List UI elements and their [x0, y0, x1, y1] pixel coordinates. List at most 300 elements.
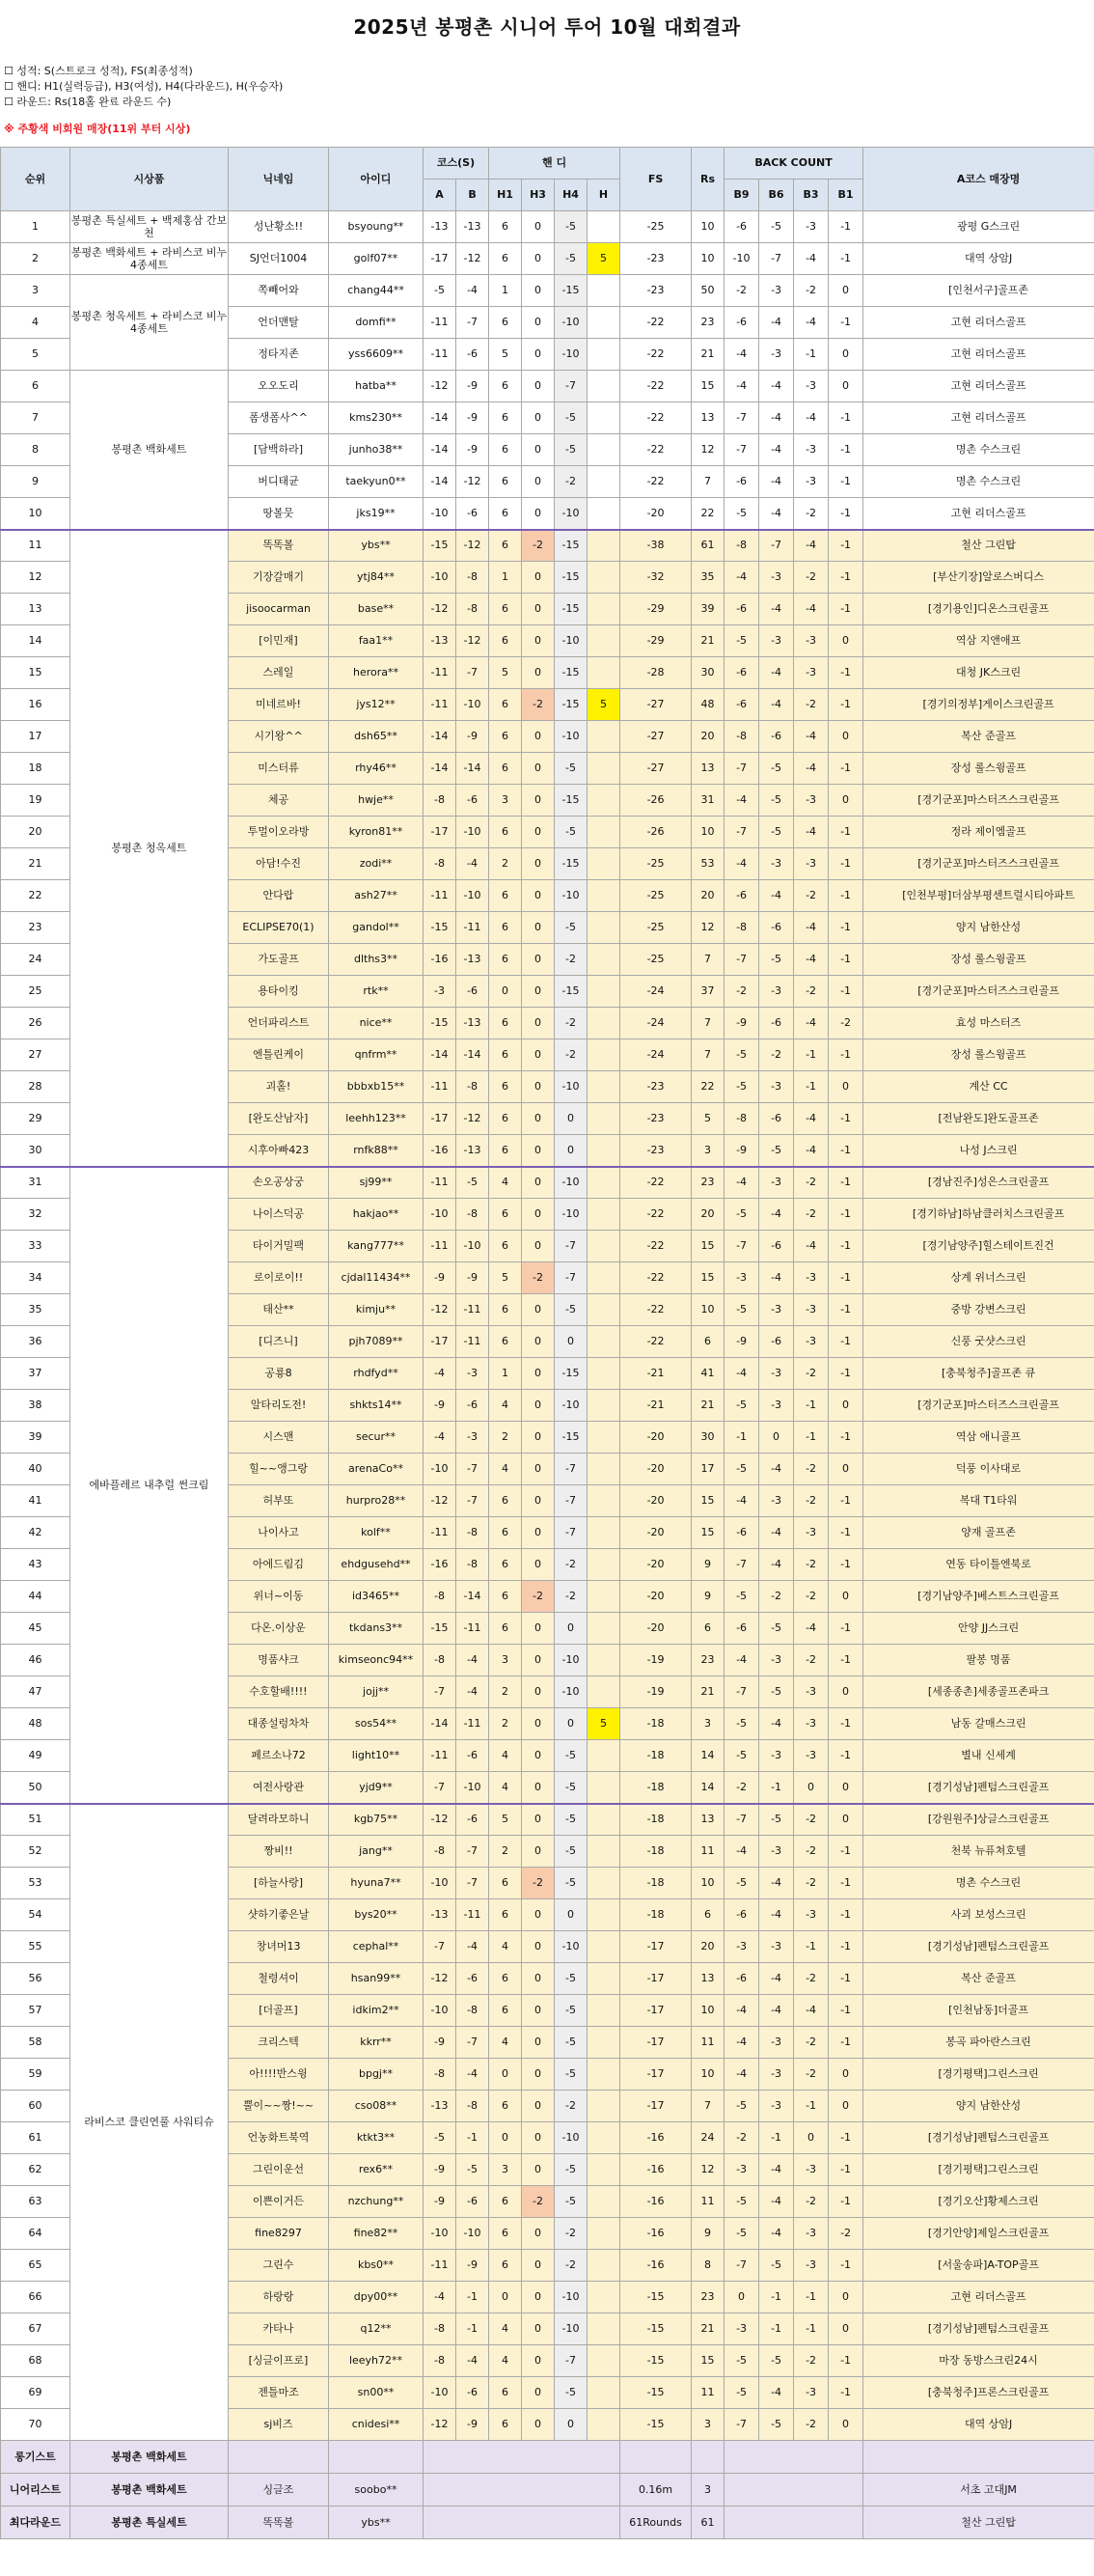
h3-cell: 0 [522, 371, 555, 402]
b6-cell: -5 [759, 785, 794, 817]
rs-cell: 20 [692, 880, 725, 912]
h3-cell: 0 [522, 1135, 555, 1167]
h4-cell: -7 [555, 2345, 588, 2377]
id-cell: hakjao** [329, 1199, 424, 1231]
rank-cell: 4 [1, 307, 70, 339]
h4-cell: -5 [555, 2377, 588, 2409]
store-cell: [경기남양주]힐스테이트진건 [863, 1231, 1094, 1262]
course-b-cell: -11 [456, 1613, 489, 1645]
h1-cell: 6 [489, 689, 522, 721]
b1-cell: 0 [829, 1454, 863, 1485]
store-cell: [경기군포]마스터즈스크린골프 [863, 976, 1094, 1008]
fs-cell: -18 [620, 1772, 692, 1804]
id-cell: bpgj** [329, 2059, 424, 2091]
b1-cell: -1 [829, 689, 863, 721]
h3-cell: 0 [522, 1485, 555, 1517]
h1-cell: 6 [489, 1995, 522, 2027]
h-cell [588, 753, 620, 785]
rank-cell: 8 [1, 434, 70, 466]
h4-cell: -10 [555, 721, 588, 753]
h3-cell: 0 [522, 976, 555, 1008]
b3-cell: -3 [794, 2154, 829, 2186]
b3-cell: -3 [794, 211, 829, 243]
id-cell: rhdfyd** [329, 1358, 424, 1390]
h1-cell: 6 [489, 530, 522, 562]
course-a-cell: -11 [424, 1167, 456, 1199]
b9-cell: -7 [725, 753, 759, 785]
b3-cell: -4 [794, 1995, 829, 2027]
b6-cell: -1 [759, 2313, 794, 2345]
b3-cell: -4 [794, 530, 829, 562]
nickname-cell: 똑똑볼 [229, 530, 329, 562]
h1-cell: 6 [489, 1963, 522, 1995]
nickname-cell: 언더파리스트 [229, 1008, 329, 1039]
course-a-cell: -5 [424, 2122, 456, 2154]
id-cell: nzchung** [329, 2186, 424, 2218]
rank-cell: 12 [1, 562, 70, 594]
b9-cell: -5 [725, 1708, 759, 1740]
b9-cell: -7 [725, 402, 759, 434]
store-cell: [경기용인]디온스크린골프 [863, 594, 1094, 625]
b6-cell: -6 [759, 912, 794, 944]
nickname-cell: 언농화트북역 [229, 2122, 329, 2154]
h3-cell: 0 [522, 753, 555, 785]
rs-cell: 7 [692, 944, 725, 976]
course-b-cell: -7 [456, 1836, 489, 1868]
b1-cell: 0 [829, 1581, 863, 1613]
b9-cell: -6 [725, 594, 759, 625]
id-cell: secur** [329, 1422, 424, 1454]
id-cell: qnfrm** [329, 1039, 424, 1071]
header-backcount: BACK COUNT [725, 148, 863, 180]
id-cell: gandol** [329, 912, 424, 944]
course-a-cell: -8 [424, 2345, 456, 2377]
h3-cell: 0 [522, 2027, 555, 2059]
header-b1: B1 [829, 180, 863, 211]
b3-cell: -2 [794, 1485, 829, 1517]
b6-cell: -3 [759, 339, 794, 371]
b9-cell: -5 [725, 1071, 759, 1103]
special-prize-cell: 봉평촌 특실세트 [70, 2507, 229, 2539]
course-b-cell: -8 [456, 1995, 489, 2027]
h1-cell: 6 [489, 1199, 522, 1231]
rank-cell: 5 [1, 339, 70, 371]
h1-cell: 6 [489, 880, 522, 912]
course-a-cell: -15 [424, 530, 456, 562]
store-cell: 장성 롤스윙골프 [863, 1039, 1094, 1071]
h3-cell: 0 [522, 2345, 555, 2377]
id-cell: kang777** [329, 1231, 424, 1262]
special-prize-cell: 봉평촌 백화세트 [70, 2441, 229, 2474]
fs-cell: -26 [620, 817, 692, 848]
b1-cell: -1 [829, 1931, 863, 1963]
h4-cell: -2 [555, 2250, 588, 2282]
b3-cell: -3 [794, 1294, 829, 1326]
b3-cell: -1 [794, 339, 829, 371]
fs-cell: -18 [620, 1868, 692, 1899]
course-b-cell: -6 [456, 498, 489, 530]
rank-cell: 44 [1, 1581, 70, 1613]
b6-cell: -4 [759, 1708, 794, 1740]
course-a-cell: -14 [424, 1708, 456, 1740]
h-cell [588, 1645, 620, 1676]
course-b-cell: -14 [456, 1039, 489, 1071]
nickname-cell: 힐~~앵그랑 [229, 1454, 329, 1485]
b6-cell: -5 [759, 1804, 794, 1836]
nickname-cell: 폼생폼사^^ [229, 402, 329, 434]
h3-cell: 0 [522, 402, 555, 434]
h4-cell: -7 [555, 1517, 588, 1549]
course-a-cell: -14 [424, 434, 456, 466]
h3-cell: 0 [522, 1231, 555, 1262]
h-cell [588, 625, 620, 657]
header-id: 아이디 [329, 148, 424, 211]
id-cell: jks19** [329, 498, 424, 530]
h4-cell: -5 [555, 211, 588, 243]
h1-cell: 6 [489, 1517, 522, 1549]
fs-cell: -22 [620, 1231, 692, 1262]
b3-cell: -2 [794, 498, 829, 530]
h4-cell: -10 [555, 625, 588, 657]
nickname-cell: 대종설렁차차 [229, 1708, 329, 1740]
b3-cell: -2 [794, 1167, 829, 1199]
h1-cell: 6 [489, 211, 522, 243]
course-b-cell: -10 [456, 880, 489, 912]
h3-cell: 0 [522, 243, 555, 275]
course-b-cell: -6 [456, 1963, 489, 1995]
h3-cell: -2 [522, 2186, 555, 2218]
h3-cell: 0 [522, 1549, 555, 1581]
id-cell: sn00** [329, 2377, 424, 2409]
h3-cell: 0 [522, 211, 555, 243]
h4-cell: -10 [555, 1931, 588, 1963]
rs-cell: 10 [692, 2059, 725, 2091]
fs-cell: -23 [620, 1071, 692, 1103]
h4-cell: 0 [555, 2409, 588, 2441]
course-b-cell: -14 [456, 1581, 489, 1613]
course-b-cell: -6 [456, 1390, 489, 1422]
b3-cell: -4 [794, 594, 829, 625]
legend-handicap: ☐ 핸디: H1(실력등급), H3(여성), H4(다라운드), H(우승자) [4, 80, 284, 93]
rs-cell: 15 [692, 1485, 725, 1517]
h1-cell: 2 [489, 848, 522, 880]
h-cell [588, 211, 620, 243]
id-cell: base** [329, 594, 424, 625]
h4-cell: -5 [555, 434, 588, 466]
h3-cell: 0 [522, 1422, 555, 1454]
b9-cell: -7 [725, 2250, 759, 2282]
rank-cell: 46 [1, 1645, 70, 1676]
header-course: 코스(S) [424, 148, 489, 180]
course-a-cell: -4 [424, 2282, 456, 2313]
course-b-cell: -4 [456, 1645, 489, 1676]
b1-cell: -1 [829, 2250, 863, 2282]
b3-cell: -3 [794, 1262, 829, 1294]
b9-cell: -5 [725, 2186, 759, 2218]
h3-cell: 0 [522, 339, 555, 371]
b1-cell: 0 [829, 2091, 863, 2122]
fs-cell: -29 [620, 625, 692, 657]
rank-cell: 9 [1, 466, 70, 498]
fs-cell: -22 [620, 339, 692, 371]
rs-cell: 23 [692, 307, 725, 339]
rank-cell: 10 [1, 498, 70, 530]
id-cell: dsh65** [329, 721, 424, 753]
id-cell: zodi** [329, 848, 424, 880]
course-a-cell: -10 [424, 562, 456, 594]
rs-cell: 8 [692, 2250, 725, 2282]
b9-cell: -6 [725, 1963, 759, 1995]
b6-cell: -4 [759, 434, 794, 466]
id-cell: rtk** [329, 976, 424, 1008]
id-cell: kgb75** [329, 1804, 424, 1836]
b9-cell: -3 [725, 2313, 759, 2345]
fs-cell: -27 [620, 689, 692, 721]
store-cell: 광평 G스크린 [863, 211, 1094, 243]
b9-cell: -4 [725, 1836, 759, 1868]
h-cell [588, 1995, 620, 2027]
b9-cell: -4 [725, 339, 759, 371]
b3-cell: -3 [794, 785, 829, 817]
nickname-cell: 체공 [229, 785, 329, 817]
h1-cell: 6 [489, 466, 522, 498]
rs-cell: 61 [692, 530, 725, 562]
course-a-cell: -9 [424, 2186, 456, 2218]
special-blank-cell [725, 2507, 863, 2539]
nickname-cell: ECLIPSE70(1) [229, 912, 329, 944]
store-cell: [경기의정부]게이스크린골프 [863, 689, 1094, 721]
b9-cell: -6 [725, 689, 759, 721]
b1-cell: -1 [829, 657, 863, 689]
b3-cell: -3 [794, 1676, 829, 1708]
id-cell: ehdgusehd** [329, 1549, 424, 1581]
b6-cell: -4 [759, 657, 794, 689]
b3-cell: -4 [794, 1135, 829, 1167]
course-b-cell: -10 [456, 2218, 489, 2250]
b1-cell: -1 [829, 976, 863, 1008]
course-b-cell: -13 [456, 944, 489, 976]
rank-cell: 31 [1, 1167, 70, 1199]
h4-cell: 0 [555, 1708, 588, 1740]
store-cell: [경기하남]하남클러치스크린골프 [863, 1199, 1094, 1231]
h3-cell: 0 [522, 1772, 555, 1804]
fs-cell: -16 [620, 2122, 692, 2154]
rs-cell: 6 [692, 1326, 725, 1358]
b9-cell: -6 [725, 307, 759, 339]
h1-cell: 6 [489, 2250, 522, 2282]
h-cell [588, 1199, 620, 1231]
h4-cell: 0 [555, 1899, 588, 1931]
id-cell: hyuna7** [329, 1868, 424, 1899]
fs-cell: -25 [620, 912, 692, 944]
course-b-cell: -3 [456, 1358, 489, 1390]
header-store: A코스 매장명 [863, 148, 1094, 211]
id-cell: ybs** [329, 530, 424, 562]
fs-cell: -18 [620, 1740, 692, 1772]
fs-cell: -32 [620, 562, 692, 594]
h4-cell: -2 [555, 2218, 588, 2250]
course-a-cell: -13 [424, 211, 456, 243]
h1-cell: 6 [489, 2186, 522, 2218]
b9-cell: -6 [725, 1899, 759, 1931]
b9-cell: -4 [725, 848, 759, 880]
h4-cell: -2 [555, 2091, 588, 2122]
nickname-cell: 용타이킹 [229, 976, 329, 1008]
fs-cell: -20 [620, 1485, 692, 1517]
store-cell: 계산 CC [863, 1071, 1094, 1103]
b1-cell: -1 [829, 1262, 863, 1294]
rs-cell: 11 [692, 2186, 725, 2218]
id-cell: nice** [329, 1008, 424, 1039]
b3-cell: -2 [794, 1645, 829, 1676]
rs-cell: 12 [692, 434, 725, 466]
b1-cell: -1 [829, 1326, 863, 1358]
course-b-cell: -9 [456, 371, 489, 402]
h4-cell: -5 [555, 2059, 588, 2091]
course-a-cell: -9 [424, 1262, 456, 1294]
h-cell [588, 817, 620, 848]
h1-cell: 2 [489, 1676, 522, 1708]
h4-cell: -10 [555, 339, 588, 371]
h3-cell: -2 [522, 1262, 555, 1294]
rank-cell: 67 [1, 2313, 70, 2345]
rank-cell: 54 [1, 1899, 70, 1931]
h1-cell: 6 [489, 243, 522, 275]
course-a-cell: -11 [424, 657, 456, 689]
rank-cell: 2 [1, 243, 70, 275]
course-a-cell: -8 [424, 1645, 456, 1676]
legend [4, 64, 283, 110]
id-cell: rnfk88** [329, 1135, 424, 1167]
h4-cell: -5 [555, 1740, 588, 1772]
h4-cell: -7 [555, 1231, 588, 1262]
b1-cell: -1 [829, 2154, 863, 2186]
store-cell: 명촌 수스크린 [863, 434, 1094, 466]
h-cell [588, 912, 620, 944]
store-cell: [경기군포]마스터즈스크린골프 [863, 1390, 1094, 1422]
h-cell [588, 1868, 620, 1899]
fs-cell: -16 [620, 2186, 692, 2218]
b1-cell: -1 [829, 1836, 863, 1868]
b1-cell: -1 [829, 1294, 863, 1326]
store-cell: 양지 남한산성 [863, 2091, 1094, 2122]
course-b-cell: -7 [456, 2027, 489, 2059]
fs-cell: -25 [620, 944, 692, 976]
course-b-cell: -6 [456, 1804, 489, 1836]
id-cell: hurpro28** [329, 1485, 424, 1517]
b6-cell: -1 [759, 2282, 794, 2313]
b9-cell: -7 [725, 1549, 759, 1581]
fs-cell: -25 [620, 848, 692, 880]
rank-cell: 52 [1, 1836, 70, 1868]
b9-cell: -5 [725, 1868, 759, 1899]
course-b-cell: -9 [456, 2250, 489, 2282]
id-cell: bbbxb15** [329, 1071, 424, 1103]
header-rank: 순위 [1, 148, 70, 211]
b3-cell: -1 [794, 1390, 829, 1422]
course-b-cell: -3 [456, 1422, 489, 1454]
h-cell [588, 2027, 620, 2059]
rank-cell: 32 [1, 1199, 70, 1231]
b1-cell: -1 [829, 1517, 863, 1549]
nickname-cell: 손오공상궁 [229, 1167, 329, 1199]
store-cell: 사괴 보성스크린 [863, 1899, 1094, 1931]
rs-cell: 10 [692, 1294, 725, 1326]
nickname-cell: [담백하라] [229, 434, 329, 466]
h4-cell: -15 [555, 530, 588, 562]
fs-cell: -25 [620, 880, 692, 912]
h-cell [588, 307, 620, 339]
fs-cell: -18 [620, 1804, 692, 1836]
b3-cell: -3 [794, 657, 829, 689]
course-a-cell: -3 [424, 976, 456, 1008]
course-b-cell: -10 [456, 817, 489, 848]
id-cell: cnidesi** [329, 2409, 424, 2441]
course-a-cell: -17 [424, 817, 456, 848]
store-cell: 대역 상암J [863, 2409, 1094, 2441]
nickname-cell: [디즈니] [229, 1326, 329, 1358]
b3-cell: -2 [794, 2186, 829, 2218]
b3-cell: -1 [794, 1071, 829, 1103]
h1-cell: 1 [489, 275, 522, 307]
b3-cell: -4 [794, 912, 829, 944]
b6-cell: -4 [759, 1454, 794, 1485]
course-a-cell: -12 [424, 594, 456, 625]
fs-cell: -20 [620, 1422, 692, 1454]
b6-cell: -3 [759, 1358, 794, 1390]
course-a-cell: -9 [424, 2154, 456, 2186]
rs-cell: 15 [692, 371, 725, 402]
course-b-cell: -4 [456, 848, 489, 880]
id-cell: domfi** [329, 307, 424, 339]
h-cell [588, 1422, 620, 1454]
special-fs-cell: 61Rounds [620, 2507, 692, 2539]
b3-cell: -1 [794, 1422, 829, 1454]
course-b-cell: -13 [456, 1135, 489, 1167]
b3-cell: 0 [794, 1772, 829, 1804]
id-cell: ash27** [329, 880, 424, 912]
h3-cell: 0 [522, 1899, 555, 1931]
b1-cell: -1 [829, 530, 863, 562]
h1-cell: 4 [489, 2027, 522, 2059]
h4-cell: -10 [555, 1645, 588, 1676]
nickname-cell: 안다랍 [229, 880, 329, 912]
h-cell [588, 2250, 620, 2282]
fs-cell: -22 [620, 402, 692, 434]
b9-cell: -5 [725, 1039, 759, 1071]
h4-cell: -5 [555, 753, 588, 785]
h1-cell: 6 [489, 1868, 522, 1899]
fs-cell: -26 [620, 785, 692, 817]
b1-cell: -1 [829, 594, 863, 625]
rank-cell: 33 [1, 1231, 70, 1262]
course-b-cell: -4 [456, 275, 489, 307]
h4-cell: -15 [555, 657, 588, 689]
rank-cell: 49 [1, 1740, 70, 1772]
b6-cell: 0 [759, 1422, 794, 1454]
h3-cell: 0 [522, 2059, 555, 2091]
h3-cell: 0 [522, 1390, 555, 1422]
course-b-cell: -8 [456, 1549, 489, 1581]
b1-cell: -1 [829, 912, 863, 944]
h1-cell: 5 [489, 1804, 522, 1836]
rs-cell: 6 [692, 1899, 725, 1931]
course-a-cell: -11 [424, 1071, 456, 1103]
course-a-cell: -11 [424, 339, 456, 371]
rank-cell: 41 [1, 1485, 70, 1517]
b9-cell: -7 [725, 434, 759, 466]
h-cell: 5 [588, 1708, 620, 1740]
